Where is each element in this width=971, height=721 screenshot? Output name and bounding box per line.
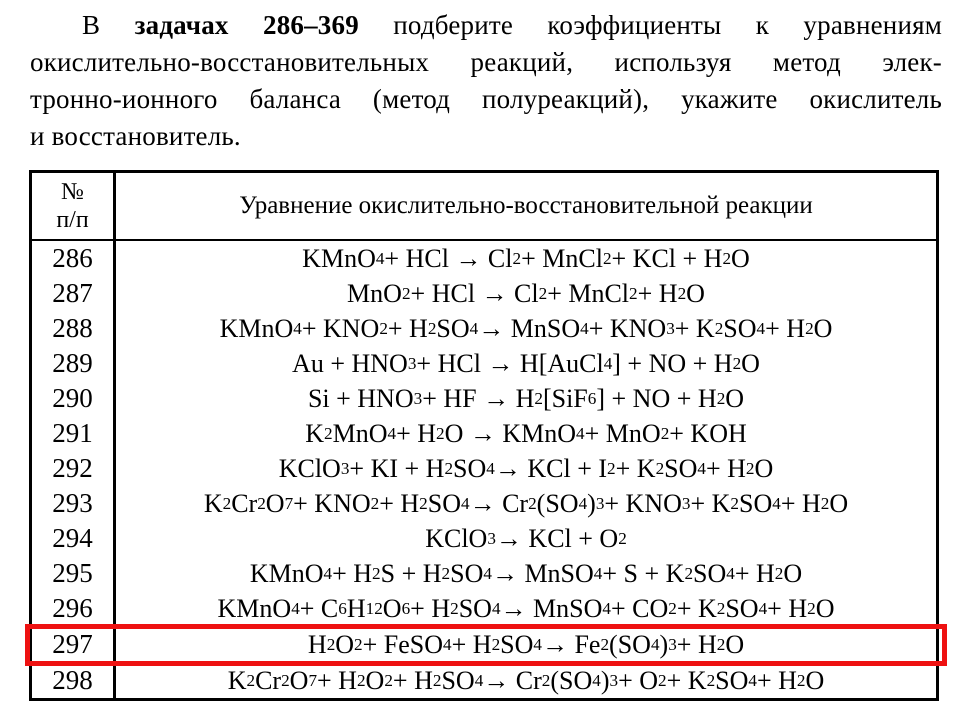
intro-paragraph (30, 7, 942, 155)
intro-text: подберите коэффициенты к уравнениям (358, 10, 943, 40)
row-number: 288 (32, 311, 116, 346)
intro-line (30, 81, 942, 118)
header-col-number (32, 173, 116, 239)
row-equation: MnO 2 + HCl → Cl 2 + MnCl 2 + H 2 O (347, 278, 705, 308)
table-row (32, 591, 936, 626)
intro-text: тронно-ионного баланса (метод полуреакций), укажите окислитель (30, 84, 942, 114)
table-row (32, 626, 936, 663)
row-number: 298 (32, 663, 116, 698)
intro-bold-text: задачах 286–369 (134, 10, 359, 40)
row-equation: Si + HNO 3 + HF → H 2 [SiF 6 ] + NO + H 2 O (307, 383, 745, 413)
row-equation: K 2 Cr 2 O 7 + H 2 O 2 + H 2 SO 4 → Cr 2 (SO 4 ) 3 + O 2 + K 2 SO 4 + H 2 O (227, 665, 825, 695)
row-equation: K 2 Cr 2 O 7 + KNO 2 + H 2 SO 4 → Cr 2 (SO 4 ) 3 + KNO 3 + K 2 SO 4 + H 2 O (203, 488, 849, 518)
row-number: 287 (32, 276, 116, 311)
row-equation: K 2 MnO 4 + H 2 O → KMnO 4 + MnO 2 + KOH (305, 418, 747, 448)
row-number: 291 (32, 416, 116, 451)
intro-line (30, 44, 942, 81)
row-number: 296 (32, 591, 116, 626)
header-equation-label: Уравнение окислительно-восстановительной реакции (239, 192, 813, 219)
row-number: 293 (32, 486, 116, 521)
header-number-line2: п/п (56, 207, 89, 233)
row-equation: KMnO 4 + HCl → Cl 2 + MnCl 2 + KCl + H 2 O (302, 243, 750, 273)
table-row (32, 276, 936, 311)
row-equation: KMnO 4 + H 2 S + H 2 SO 4 → MnSO 4 + S + K 2 SO 4 + H 2 O (249, 558, 803, 588)
row-number: 294 (32, 521, 116, 556)
intro-line (30, 118, 942, 155)
intro-text: и восстановитель. (30, 121, 241, 151)
intro-line (30, 7, 942, 44)
intro-text: окислительно-восстановительных реакций, используя метод элек- (30, 47, 942, 77)
row-equation: KClO 3 + KI + H 2 SO 4 → KCl + I 2 + K 2 SO 4 + H 2 O (278, 453, 774, 483)
header-col-equation (116, 173, 936, 239)
table-row (32, 241, 936, 276)
table-body (32, 241, 936, 698)
header-number-line1: № (61, 179, 84, 205)
row-equation: KMnO 4 + C 6 H 12 O 6 + H 2 SO 4 → MnSO 4 + CO 2 + K 2 SO 4 + H 2 O (217, 593, 835, 623)
table-row (32, 451, 936, 486)
row-number: 297 (32, 626, 116, 663)
table-header (32, 173, 936, 241)
row-number: 289 (32, 346, 116, 381)
row-number: 295 (32, 556, 116, 591)
row-equation: Au + HNO 3 + HCl → H[AuCl 4 ] + NO + H 2 O (292, 348, 760, 378)
table-row (32, 311, 936, 346)
table-row (32, 346, 936, 381)
row-number: 290 (32, 381, 116, 416)
row-number: 292 (32, 451, 116, 486)
table-row (32, 521, 936, 556)
row-equation: KClO 3 → KCl + O 2 (425, 523, 627, 553)
row-equation: KMnO 4 + KNO 2 + H 2 SO 4 → MnSO 4 + KNO 3 + K 2 SO 4 + H 2 O (219, 313, 833, 343)
table-row (32, 556, 936, 591)
table-row (32, 486, 936, 521)
table-row (32, 416, 936, 451)
table-row (32, 381, 936, 416)
intro-text: В (82, 10, 135, 40)
row-equation: H 2 O 2 + FeSO 4 + H 2 SO 4 → Fe 2 (SO 4 ) 3 + H 2 O (307, 629, 745, 659)
table-row (32, 663, 936, 698)
row-number: 286 (32, 241, 116, 276)
equations-table (29, 170, 939, 701)
